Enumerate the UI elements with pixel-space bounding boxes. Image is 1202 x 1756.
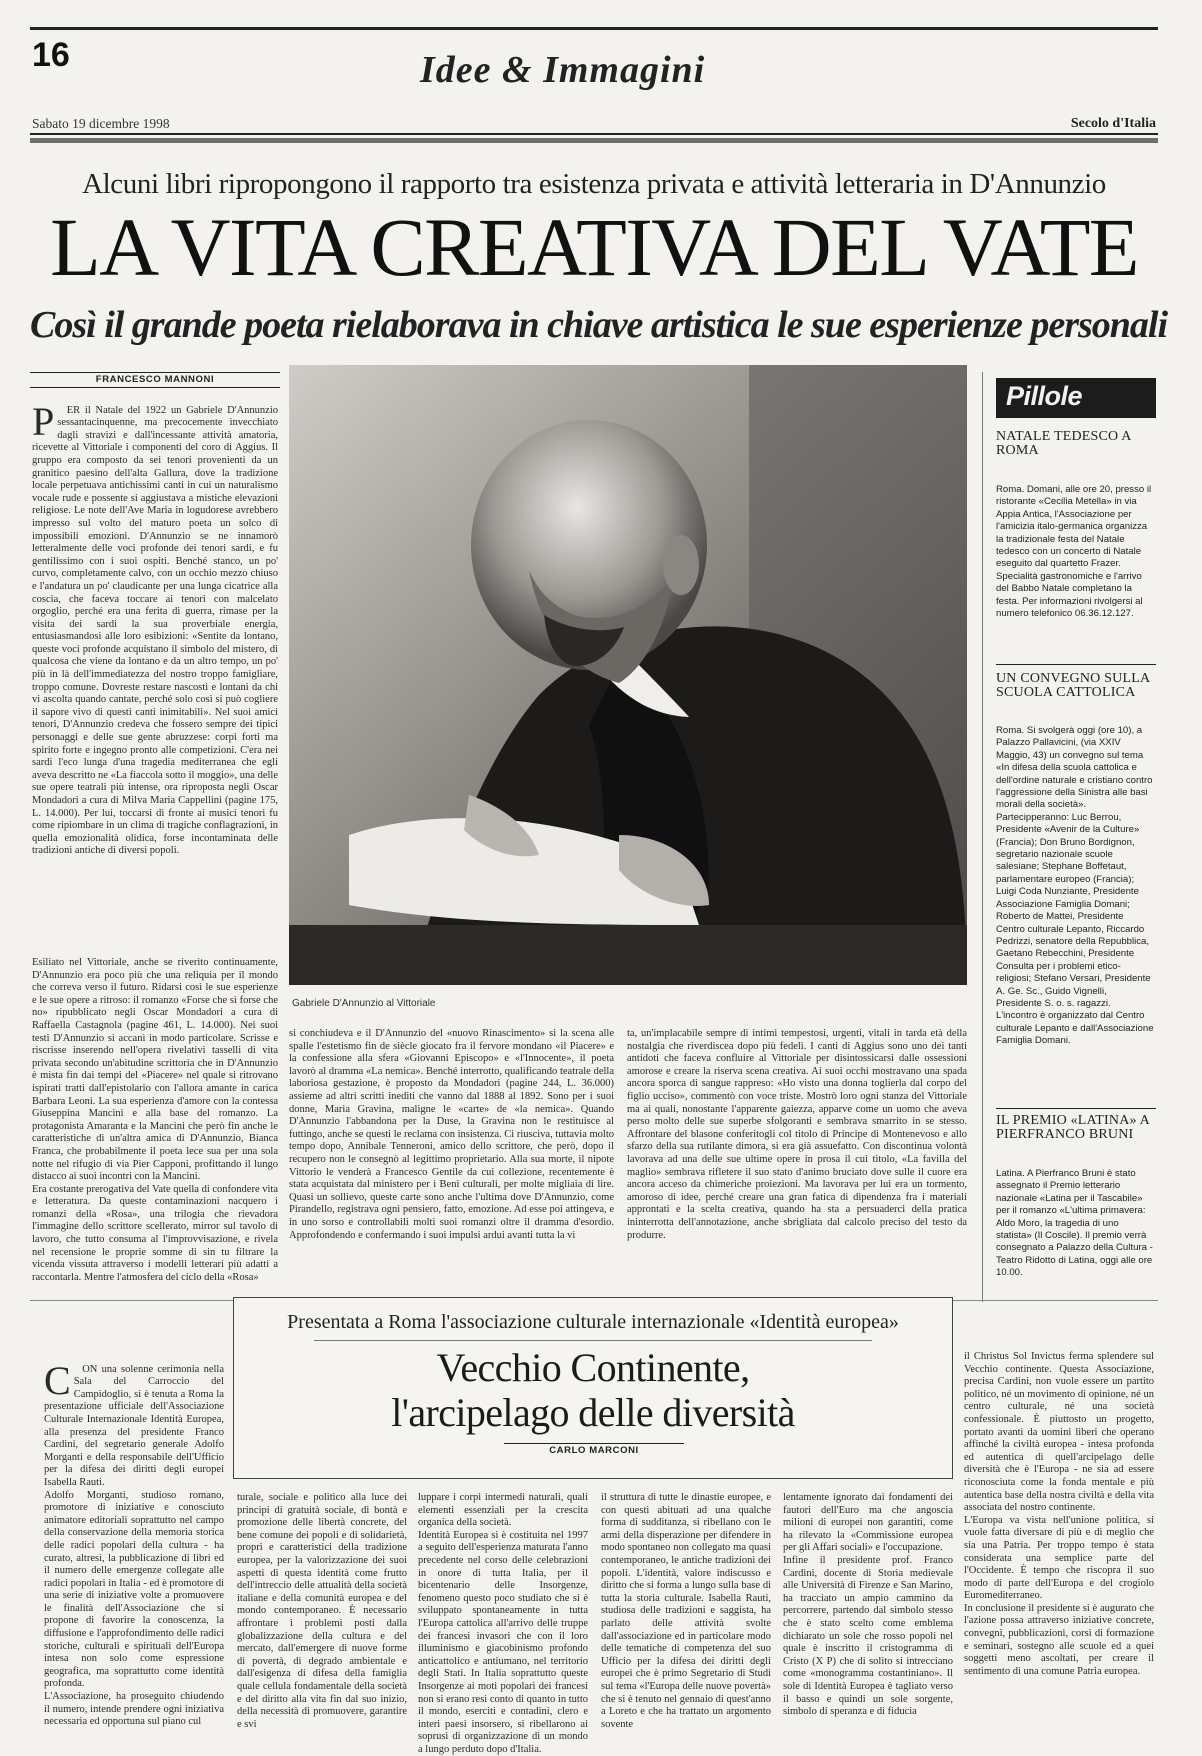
masthead-rule-1	[30, 133, 1158, 135]
publication-date: Sabato 19 dicembre 1998	[32, 116, 170, 131]
top-rule	[30, 27, 1158, 30]
second-byline: CARLO MARCONI	[549, 1445, 639, 1456]
brief-body-3: Latina. A Pierfranco Bruni è stato assegnato il Premio letterario nazionale «Latina per il Tascabile» per il romanzo «L'ultima primavera: Aldo Moro, la tragedia di uno statista» (Il Coscile). Il premio verrà consegnato a Palazzo della Cultura - Teatro Ridotto di Latina, oggi alle ore 10.00.	[996, 1168, 1156, 1279]
sidebar-tag	[996, 378, 1156, 418]
second-headline-line1: Vecchio Continente,	[436, 1345, 750, 1390]
second-article-col-a: turale, sociale e politico alla luce dei principi di gratuità sociale, di bontà e promozione delle libertà concrete, del bene comune dei popoli e di solidarietà, propri e caratteristici della tradizione europea, per la valorizzazione dei suoi aspetti di questa identità come frutto dell'intreccio delle attualità della società italiane e della comunità europea e del mondo contemporaneo. È necessario affrontare i problemi posti dalla globalizzazione della cultura e del mercato, dall'emergere di nuove forme di povertà, di degrado ambientale e dall'esigenza di difesa della famiglia quale cellula fondamentale della società e del diritto alla vita fin dal suo inizio, della necessità di promuovere, garantire e svi	[237, 1492, 410, 1730]
sidebar-divider	[982, 372, 983, 1302]
masthead-rule-2	[30, 138, 1158, 143]
newspaper-name: Secolo d'Italia	[1070, 116, 1156, 131]
brief-rule-1	[996, 664, 1156, 665]
second-article-col-right: il Christus Sol Invictus ferma splendere sul Vecchio continente. Questa Associazione, precisa Cardini, non vuole essere un partito politico, né un movimento di opinione, né un centro culturale, né una società confessionale. È piuttosto un progetto, portato avanti da uomini liberi che operano affinché la civiltà europea - intesa profonda ed autentica di quell'arcipelago delle diversità che è l'Europa - ne sia ad essere riconosciuta come la fonda mentale e più autentica base della nostra civiltà e della vita associata del nostro continente. L'Europa va vista nell'unione politica, si vuole fatta diversare di più e di meglio che sia una Patria. Per troppo tempo è stata considerata una semplice parte del l'Occidente. È tempo che riscopra il suo modo di parte dell'Europa e del crogiolo Euromediterraneo. In conclusione il presidente si è augurato che l'azione possa attraverso iniziative concrete, convegni, pubblicazioni, corsi di formazione e seminari, sostegno alle scuole ed a quei soggetti meno ascoltati, per creare il sentimento di una comune Patria europea.	[964, 1351, 1154, 1677]
main-article-col3: ta, un'implacabile sempre di intimi tempestosi, urgenti, vitali in tarda età della nostalgia che riverdiscea dopo più fedeli. I canti di Aggius sono uno dei tanti antidoti che faceva confluire al Vittoriale per disintossicarsi dalle ossessioni amorose e creare la riserva scena creativa. Ai suoi occhi mostravano una spada ancora sporca di sangue rappreso: «Ho visto una donna toglierla dal corpo del figlio ucciso», commentò con voce triste. Mostrò loro ogni stanza del Vittoriale ma ai quali, nonostante l'apparente gaiezza, apparve come un uomo che aveva perso molto delle sue superbe sfolgoranti e sembrava smarrito in se stesso. Affrontare del blasone conferitogli col titolo di Principe di Montenevoso e allo sfarzo della sua rutilante dimora, si era già assuefatto. Con discontinua volontà lavorava ad una delle sue ultime opere in prosa il cui titolo, «La favilla del maglio» sembrava rifletere il suo stato d'animo bruciato dove sulle il cuore era ancora acceso da chimeriche proiezioni. Ma lavorava per lui era un tormento, amoroso di idee, perché creare una gran fatica di dipendenza fra i materiali approntati e la scelta creativa, quando ha sta a persuaderci della pratica ininterrotta dell'annotazione, anche sbrigliata dal calcolo preciso del testo da produrre.	[627, 1028, 970, 1241]
second-kicker: Presentata a Roma l'associazione culturale internazionale «Identità europea»	[287, 1311, 899, 1333]
main-drop-cap: P	[32, 398, 55, 444]
second-headline-line2: l'arcipelago delle diversità	[391, 1390, 795, 1435]
main-byline: FRANCESCO MANNONI	[95, 374, 215, 385]
second-kicker-rule	[314, 1340, 872, 1341]
sidebar-title: Pillole	[1006, 381, 1083, 411]
section-title: Idee & Immagini	[420, 49, 706, 91]
second-article-col-b: luppare i corpi intermedi naturali, quali elementi essenziali per la crescita organica della società. Identità Europea si è costituita nel 1997 a seguito dell'esperienza maturata l'anno precedente nel corso delle celebrazioni in onore di tutta Italia, per il bicentenario delle Insorgenze, fenomeno questo poco studiato che si è sviluppato spontaneamente in tutta l'Europa cattolica all'arrivo delle truppe dei francesi invasori che con il loro illuminismo e giacobinismo profondo anticattolico e antiumano, nel territorio degli Stati. In Italia soprattutto queste Insorgenze ai moti popolari dei francesi non si erano resi conto di quanto in tutto il mondo, eserciti e contadini, clero e interi paesi insorsero, si ribellarono ai soprusi di organizzazione di un mondo a lungo perduto dopo d'Italia.	[418, 1492, 588, 1755]
byline-rule-bottom	[30, 387, 280, 388]
brief-heading-1: NATALE TEDESCO A ROMA	[996, 429, 1131, 458]
photo-caption: Gabriele D'Annunzio al Vittoriale	[292, 998, 436, 1009]
dannunzio-photo	[289, 365, 967, 985]
second-byline-rule-top	[504, 1443, 684, 1444]
brief-body-2: Roma. Si svolgerà oggi (ore 10), a Palazzo Pallavicini, (via XXIV Maggio, 43) un convegno sul tema «In difesa della scuola cattolica e dell'ordine naturale e cristiano contro l'aggressione della Sinistra alle basi morali della società». Partecipperanno: Luc Berrou, Presidente «Avenir de la Culture» (Francia); Don Bruno Bordignon, segretario nazionale scuole salesiane; Stephane Boffetaut, parlamentare europeo (Francia); Luigi Coda Nunziante, Presidente Associazione Famiglia Domani; Roberto de Mattei, Presidente Centro culturale Lepanto, Riccardo Pedrizzi, senatore della Repubblica, Gaetano Rebecchini, Presidente Consulta per i problemi etico-religiosi; Stefano Versari, Presidente A. Ge. Sc., Guido Vignelli, Presidente S. o. s. ragazzi. L'incontro è organizzato dal Centro culturale Lepanto e dall'Associazione Famiglia Domani.	[996, 725, 1157, 1047]
brief-rule-2	[996, 1108, 1156, 1109]
main-article-col1-bottom: Esiliato nel Vittoriale, anche se riverito continuamente, D'Annunzio era poco più che una reliquia per il mondo che correva verso il futuro. Ridarsi così le sue esperienze e le sue opere a ritroso: il romanzo «Forse che sì forse che no» ripubblicato negli Oscar Mondadori a cura di Raffaella Castagnola (pagine 461, L. 14.000). Nei suoi testi D'Annunzio si accanì in modo particolare. Scrisse e riscrisse inserendo nell'opera rivelativi tasselli di vita privata secondo un'abitudine scrittoria che in D'Annunzio è mista fin dai tempi del «Piacere» nel quale si ritrovano ispirati tratti dall'epistolario con l'allora amante in carica Barbara Leoni. La sua esperienza d'amore con la contessa Giuseppina Mancini e alla base del romanzo. La protagonista Amaranta e la Mancini che però fin anche le caratteristiche di un'altra amica di D'Annunzio, Bianca Franca, che probabilmente il poeta lece sua per una sola notte nel rifugio di via Pier Capponi, profittando il lungo distacco ai suoi incontri con la Mancini. Era costante prerogativa del Vate quella di confondere vita e letteratura. Da queste contaminazioni nacquero i romanzi della «Rosa», una trilogia che rievadora l'immagine dello scrittore scellerato, mirror sul tavolo di lavoro, che tutto consuma al l'improvvisazione, e rivela nel recensione le proprie somme di sin tu filtrare la vicenda vissuta attraverso i modelli letterari più adatti a raccontarla. Mentre l'atmosfera del ciclo della «Rosa»	[32, 957, 278, 1283]
portrait-illustration	[289, 365, 967, 985]
second-article-col-d: lentamente ignorato dai fondamenti dei fautori dell'Euro ma che angoscia milioni di europei non garantiti, come ha rilevato la «Commissione europea per gli Affari sociali» e l'occupazione. Infine il presidente prof. Franco Cardini, docente di Storia medievale alle Università di Firenze e San Marino, ha tracciato un ampio cammino da percorrere, partendo dal simbolo stesso che è stato scelto come emblema dichiarato un sole che rosso popoli nel quale è inscritto il cristogramma di Cristo (X P) che di solito si intrecciano come «monogramma costantiniano». Il sole di Identità Europea è tagliato verso il basso e quindi un sole sorgente, simbolo di speranza e di fiducia	[783, 1492, 953, 1718]
byline-rule-top	[30, 372, 280, 373]
brief-heading-3: IL PREMIO «LATINA» A PIERFRANCO BRUNI	[996, 1113, 1150, 1142]
second-col-left-text: ON una solenne cerimonia nella Sala del Carroccio del Campidoglio, si è tenuta a Roma la presentazione ufficiale dell'Associazione Culturale Internazionale Identità Europea, alla presenza del presidente Franco Cardini, del segretario generale Adolfo Morganti e della responsabile dell'Ufficio per la difesa dei diritti degli europei Isabella Rauti. Adolfo Morganti, studioso romano, promotore di iniziative e conosciuto animatore editoriali soprattutto nel campo della conservazione della memoria storica delle radici popolari della cultura - ha curato, altresì, la pubblicazione di libri ed il numero delle emergenze collegate alle radici popolari in Italia - ed è promotore di una serie di iniziative volte a promuovere le finalità dell'Associazione che si propone di favorire la conoscenza, la diffusione e l'approfondimento delle radici storiche, culturali e spirituali dell'Europa intesa non solo come espressione geografica, ma soprattutto come identità profonda. L'Associazione, ha proseguito chiudendo il numero, intende prendere ogni iniziativa necessaria ed opportuna sul piano cul	[44, 1363, 224, 1728]
second-article-col-left	[44, 1351, 224, 1746]
main-headline: LA VITA CREATIVA DEL VATE	[50, 201, 1138, 293]
second-drop-cap: C	[44, 1357, 71, 1403]
main-article-col1-top	[32, 392, 281, 952]
brief-heading-2: UN CONVEGNO SULLA SCUOLA CATTOLICA	[996, 671, 1150, 700]
page-number: 16	[32, 36, 70, 74]
main-kicker: Alcuni libri ripropongono il rapporto tra esistenza privata e attività letteraria in D'Annunzio	[82, 168, 1106, 200]
main-subhead: Così il grande poeta rielaborava in chiave artistica le sue esperienze personali	[30, 304, 1168, 346]
main-article-col2: si conchiudeva e il D'Annunzio del «nuovo Rinascimento» si la scena alle spalle l'estetismo fin de siècle giocato fra il fervore mondano «il Piacere» e la confessione alla sfera «Giovanni Episcopo» e «l'Innocente», il poeta lavorò al dramma «La nemica». Benché interrotto, qualificando teatrale della laboriosa gestazione, è proposto da Mondadori (pagine 244, L. 36.000) assieme ad altri scritti inediti che vanno dal 1888 al 1892. Sono per i suoi donne, Maria Gravina, maligne le «carte» de «la nemica». Quando D'Annunzio l'abbandona per la Duse, la Gravina non le restituisce al futtingo, anche se questi le reclama con insistenza. Ci riusciva, tuttavia molto tempo dopo, Annibale Tenneroni, amico dello scrittore, che però, dopo il recupero non le consegnò al legittimo proprietario. Alla sua morte, il nipote Vittorio le venderà a Francesco Gentile da cui collezione, recentemente è stata acquistata dal ministero per i Beni culturali, per molte migliaia di lire. Quasi un sollievo, queste carte sono anche l'ultima dove D'Annunzio, come Pirandello, registrava ogni pensiero, fatto, emozione. Ad esse poi attingeva, e in uno sorso e controllabili molti suoi romanzi oltre il dramma d'esordio. Approfondendo e confermando i suoi impulsi ardui avanti tutta la vi	[289, 1028, 617, 1241]
brief-body-1: Roma. Domani, alle ore 20, presso il ristorante «Cecilia Metella» in via Appia Antica, l'Associazione per l'amicizia italo-germanica organizza la tradizionale festa del Natale tedesco con un concerto di Natale eseguito dal quartetto Frazer. Specialità gastronomiche e l'arrivo del Babbo Natale completano la festa. Per informazioni rivolgersi al numero telefonico 06.36.12.127.	[996, 484, 1154, 620]
second-headline-box	[233, 1297, 953, 1479]
second-article-col-c: il struttura di tutte le dinastie europee, e con questi abituati ad una qualche forma di sudditanza, si ribellano con le armi della disperazione per difendere in modo spontaneo non collegato ma quasi contemporaneo, le antiche tradizioni dei popoli. L'identità, valore indiscusso e diritto che si forma a lungo sulla base di tutta la storia culturale. Isabella Rauti, studiosa delle tradizioni e saggista, ha parlato delle attività svolte dall'associazione ed in particolare modo delle tematiche di competenza del suo Ufficio per la difesa dei diritti degli europei che è primo Segretario di Studi sul tema «l'Europa delle nuove povertà» che si è tenuto nel gennaio di quest'anno a Loreto e che ha trattato un argomento sovente	[601, 1492, 774, 1730]
main-col1-top-text: ER il Natale del 1922 un Gabriele D'Annunzio sessantacinquenne, ma precocemente invecchiato dagli stravizi e dall'incessante attività amatoria, ricevette al Vittoriale i componenti del coro di Aggius. Il gruppo era composto da sei tenori provenienti da un granitico paesino dell'alta Gallura, dove la tradizione locale perpetuava antichissimi canti in cui un naturalismo vocale rude e possente si aggiustava a mistiche elevazioni religiose. Le note dell'Ave Maria in logudorese avrebbero impresso sul volto del maturo poeta un solco di impossibili emozioni. D'Annunzio se ne innamorò letteralmente delle voci profonde dei tenori sardi, e fu gentilissimo con i suoi ospiti. Benché stanco, un po' curvo, completamente calvo, con un occhio mezzo chiuso e l'andatura un po' claudicante per una lunga cicatrice alla coscia, che faceva toccare ai tenori con malcelato orgoglio, perché era una ferita di guerra, rimase per la visita dei sardi la sua proverbiale energia, entusiasmandosi alle loro esibizioni: «Sentite da lontano, queste voci profonde acquistano il simbolo del mistero, di qualcosa che viene da lontano e da un altro tempo, un po' più in là dell'immediatezza del nostro troppo famigliare, troppo comune. Dovreste restare nascosti e lontani da chi vi ascolta quando cantate, perché solo così si può cogliere il sapore vivo di questi canti inimitabili». Nel suoi amici tenori, D'Annunzio credeva che fossero sempre dei tipici personaggi e delle sue gente abruzzese: corpi forti ma spirito forte e ingegno pronto alle competizioni. C'era nei sardi l'eco lunga d'una tragedia mediterranea che egli aveva descritto ne «La fiaccola sotto il moggio», una delle sue opere teatrali più intense, ora riproposta negli Oscar Mondadori a cura di Milva Maria Cappellini (pagine 175, L. 14.000). Per lui, toccarsi di fronte ai musici tenori fu come ripiombare in un clima di tragiche conflagrazioni, in quella emozionalità olidica, forse incontaminata delle tradizioni antiche di diversi popoli.	[32, 404, 281, 857]
